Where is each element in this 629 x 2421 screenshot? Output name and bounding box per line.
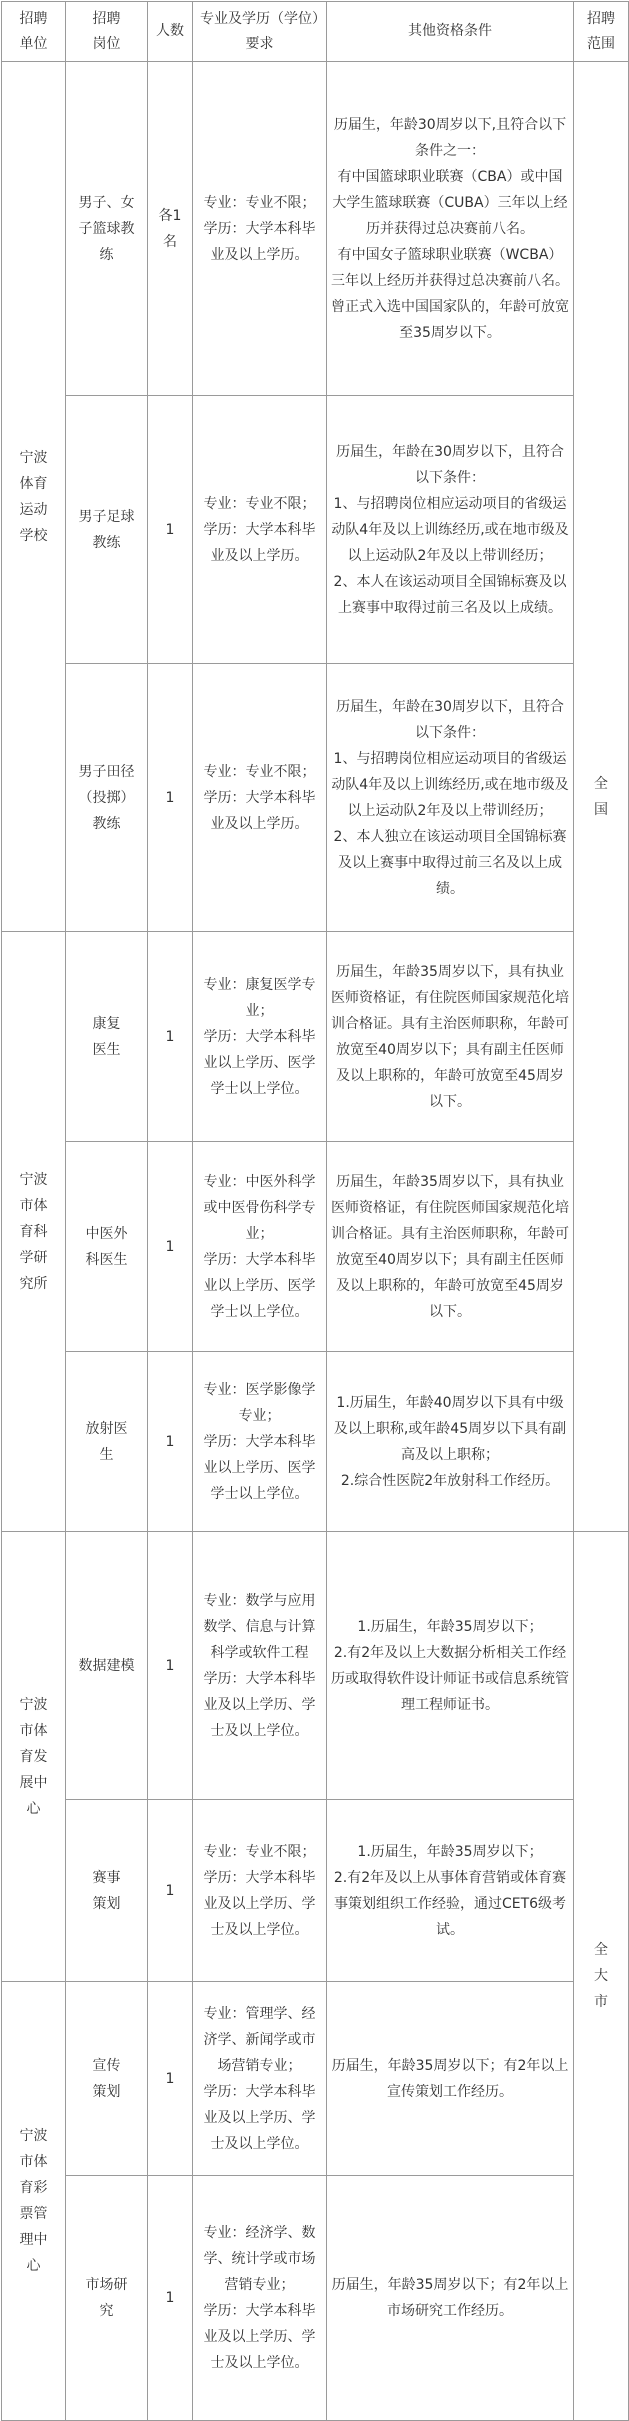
conditions-cell (327, 2176, 574, 2421)
count-cell: 1 (148, 1982, 193, 2176)
cell-line: 专业：专业不限； (203, 495, 316, 512)
cell-line: 学历：大学本科毕业及以上学历、学士及以上学位。 (203, 2303, 316, 2371)
conditions-cell (327, 1532, 574, 1800)
cell-line: 专业：专业不限； (203, 763, 316, 780)
cell-line: 专业：中医外科学或中医骨伤科学专业； (203, 1173, 316, 1242)
position-cell: 男子田径（投掷）教练 (66, 664, 148, 932)
requirement-cell (193, 1352, 327, 1532)
table-row (2, 1982, 629, 2176)
header-major-edu: 专业及学历（学位）要求 (193, 2, 327, 62)
requirement-cell (193, 1142, 327, 1352)
cell-line: 历届生，年龄35周岁以下，具有执业医师资格证，有住院医师国家规范化培训合格证。具有主治医师职称，年龄可放宽至40周岁以下；具有副主任医师及以上职称的，年龄可放宽至45周岁以下。 (331, 963, 569, 1110)
table-row (2, 2176, 629, 2421)
requirement-cell (193, 664, 327, 932)
cell-line: 专业：专业不限； (203, 1843, 316, 1860)
cell-line: 学历：大学本科毕业以上学历、医学学士以上学位。 (203, 1433, 316, 1502)
cell-line: 学历：大学本科毕业以上学历、医学学士以上学位。 (203, 1251, 316, 1320)
cell-line: 学历：大学本科毕业及以上学历、学士及以上学位。 (203, 2083, 316, 2152)
count-cell: 1 (148, 1142, 193, 1352)
conditions-cell (327, 396, 574, 664)
cell-line: 2、本人独立在该运动项目全国锦标赛及以上赛事中取得过前三名及以上成绩。 (333, 828, 567, 897)
cell-line: 历届生，年龄在30周岁以下，且符合以下条件： (336, 443, 564, 486)
scope-cell: 全大市 (574, 1532, 629, 2421)
cell-line: 1.历届生，年龄35周岁以下； (357, 1843, 543, 1860)
table-row (2, 1800, 629, 1982)
cell-line: 1、与招聘岗位相应运动项目的省级运动队4年及以上训练经历,或在地市级及以上运动队2年及以上带训经历； (331, 495, 569, 564)
table-row (2, 932, 629, 1142)
cell-line: 历届生，年龄35周岁以下；有2年以上宣传策划工作经历。 (331, 2057, 569, 2100)
cell-line: 1.历届生，年龄40周岁以下具有中级及以上职称,或年龄45周岁以下具有副高及以上职称； (333, 1394, 567, 1463)
cell-line: 历届生，年龄在30周岁以下，且符合以下条件： (336, 698, 564, 741)
position-cell: 赛事策划 (66, 1800, 148, 1982)
conditions-cell (327, 664, 574, 932)
cell-line: 专业：管理学、经济学、新闻学或市场营销专业； (203, 2005, 316, 2074)
conditions-cell (327, 1800, 574, 1982)
header-count: 人数 (148, 2, 193, 62)
header-scope: 招聘范围 (574, 2, 629, 62)
requirement-cell (193, 1532, 327, 1800)
header-unit: 招聘单位 (2, 2, 66, 62)
table-row (2, 396, 629, 664)
table-row (2, 62, 629, 396)
count-cell: 1 (148, 2176, 193, 2421)
position-cell: 中医外科医生 (66, 1142, 148, 1352)
cell-line: 学历：大学本科毕业以上学历、医学学士以上学位。 (203, 1028, 316, 1097)
position-cell: 男子、女子篮球教练 (66, 62, 148, 396)
cell-line: 专业：数学与应用数学、信息与计算科学或软件工程 (203, 1592, 316, 1661)
count-cell: 1 (148, 1352, 193, 1532)
cell-line: 2、本人在该运动项目全国锦标赛及以上赛事中取得过前三名及以上成绩。 (333, 573, 567, 616)
count-cell: 1 (148, 396, 193, 664)
cell-line: 历届生，年龄35周岁以下，具有执业医师资格证，有住院医师国家规范化培训合格证。具有主治医师职称，年龄可放宽至40周岁以下；具有副主任医师及以上职称的，年龄可放宽至45周岁以下。 (331, 1173, 569, 1320)
position-cell: 数据建模 (66, 1532, 148, 1800)
requirement-cell (193, 2176, 327, 2421)
unit-cell: 宁波市体育科学研究所 (2, 932, 66, 1532)
header-position: 招聘岗位 (66, 2, 148, 62)
requirement-cell (193, 1982, 327, 2176)
position-cell: 市场研究 (66, 2176, 148, 2421)
conditions-cell (327, 62, 574, 396)
conditions-cell (327, 1982, 574, 2176)
cell-line: 2.有2年及以上从事体育营销或体育赛事策划组织工作经验，通过CET6级考试。 (333, 1869, 567, 1938)
cell-line: 1、与招聘岗位相应运动项目的省级运动队4年及以上训练经历,或在地市级及以上运动队2年及以上带训经历； (331, 750, 569, 819)
cell-line: 学历：大学本科毕业及以上学历。 (203, 220, 316, 263)
position-cell: 放射医生 (66, 1352, 148, 1532)
table-row (2, 1352, 629, 1532)
table-row (2, 664, 629, 932)
requirement-cell (193, 62, 327, 396)
cell-line: 有中国女子篮球职业联赛（WCBA）三年以上经历并获得过总决赛前八名。 (331, 246, 569, 289)
cell-line: 学历：大学本科毕业及以上学历、学士及以上学位。 (203, 1670, 316, 1739)
scope-cell: 全国 (574, 62, 629, 1532)
position-cell: 宣传策划 (66, 1982, 148, 2176)
cell-line: 专业：专业不限； (203, 194, 316, 211)
recruitment-table (1, 1, 629, 2421)
header-conditions: 其他资格条件 (327, 2, 574, 62)
cell-line: 历届生，年龄35周岁以下；有2年以上市场研究工作经历。 (331, 2277, 569, 2319)
requirement-cell (193, 396, 327, 664)
count-cell: 1 (148, 664, 193, 932)
requirement-cell (193, 1800, 327, 1982)
cell-line: 专业：医学影像学专业； (203, 1381, 316, 1424)
count-cell: 1 (148, 1800, 193, 1982)
conditions-cell (327, 1142, 574, 1352)
cell-line: 专业：经济学、数学、统计学或市场营销专业； (203, 2225, 316, 2293)
count-cell: 各1名 (148, 62, 193, 396)
conditions-cell (327, 932, 574, 1142)
conditions-cell (327, 1352, 574, 1532)
unit-cell: 宁波体育运动学校 (2, 62, 66, 932)
unit-cell: 宁波市体育彩票管理中心 (2, 1982, 66, 2421)
unit-cell: 宁波市体育发展中心 (2, 1532, 66, 1982)
cell-line: 1.历届生，年龄35周岁以下； (357, 1618, 543, 1635)
count-cell: 1 (148, 932, 193, 1142)
cell-line: 学历：大学本科毕业及以上学历。 (203, 789, 316, 832)
cell-line: 曾正式入选中国国家队的，年龄可放宽至35周岁以下。 (331, 298, 569, 341)
cell-line: 专业：康复医学专业； (203, 976, 316, 1019)
count-cell: 1 (148, 1532, 193, 1800)
header-row (2, 2, 629, 62)
position-cell: 男子足球教练 (66, 396, 148, 664)
cell-line: 有中国篮球职业联赛（CBA）或中国大学生篮球联赛（CUBA）三年以上经历并获得过总决赛前八名。 (332, 168, 568, 237)
cell-line: 学历：大学本科毕业及以上学历。 (203, 521, 316, 564)
cell-line: 2.有2年及以上大数据分析相关工作经历或取得软件设计师证书或信息系统管理工程师证书。 (331, 1644, 569, 1713)
cell-line: 历届生，年龄30周岁以下,且符合以下条件之一： (333, 116, 567, 159)
cell-line: 学历：大学本科毕业及以上学历、学士及以上学位。 (203, 1869, 316, 1938)
table-row (2, 1532, 629, 1800)
table-row (2, 1142, 629, 1352)
position-cell: 康复医生 (66, 932, 148, 1142)
requirement-cell (193, 932, 327, 1142)
cell-line: 2.综合性医院2年放射科工作经历。 (340, 1472, 560, 1489)
